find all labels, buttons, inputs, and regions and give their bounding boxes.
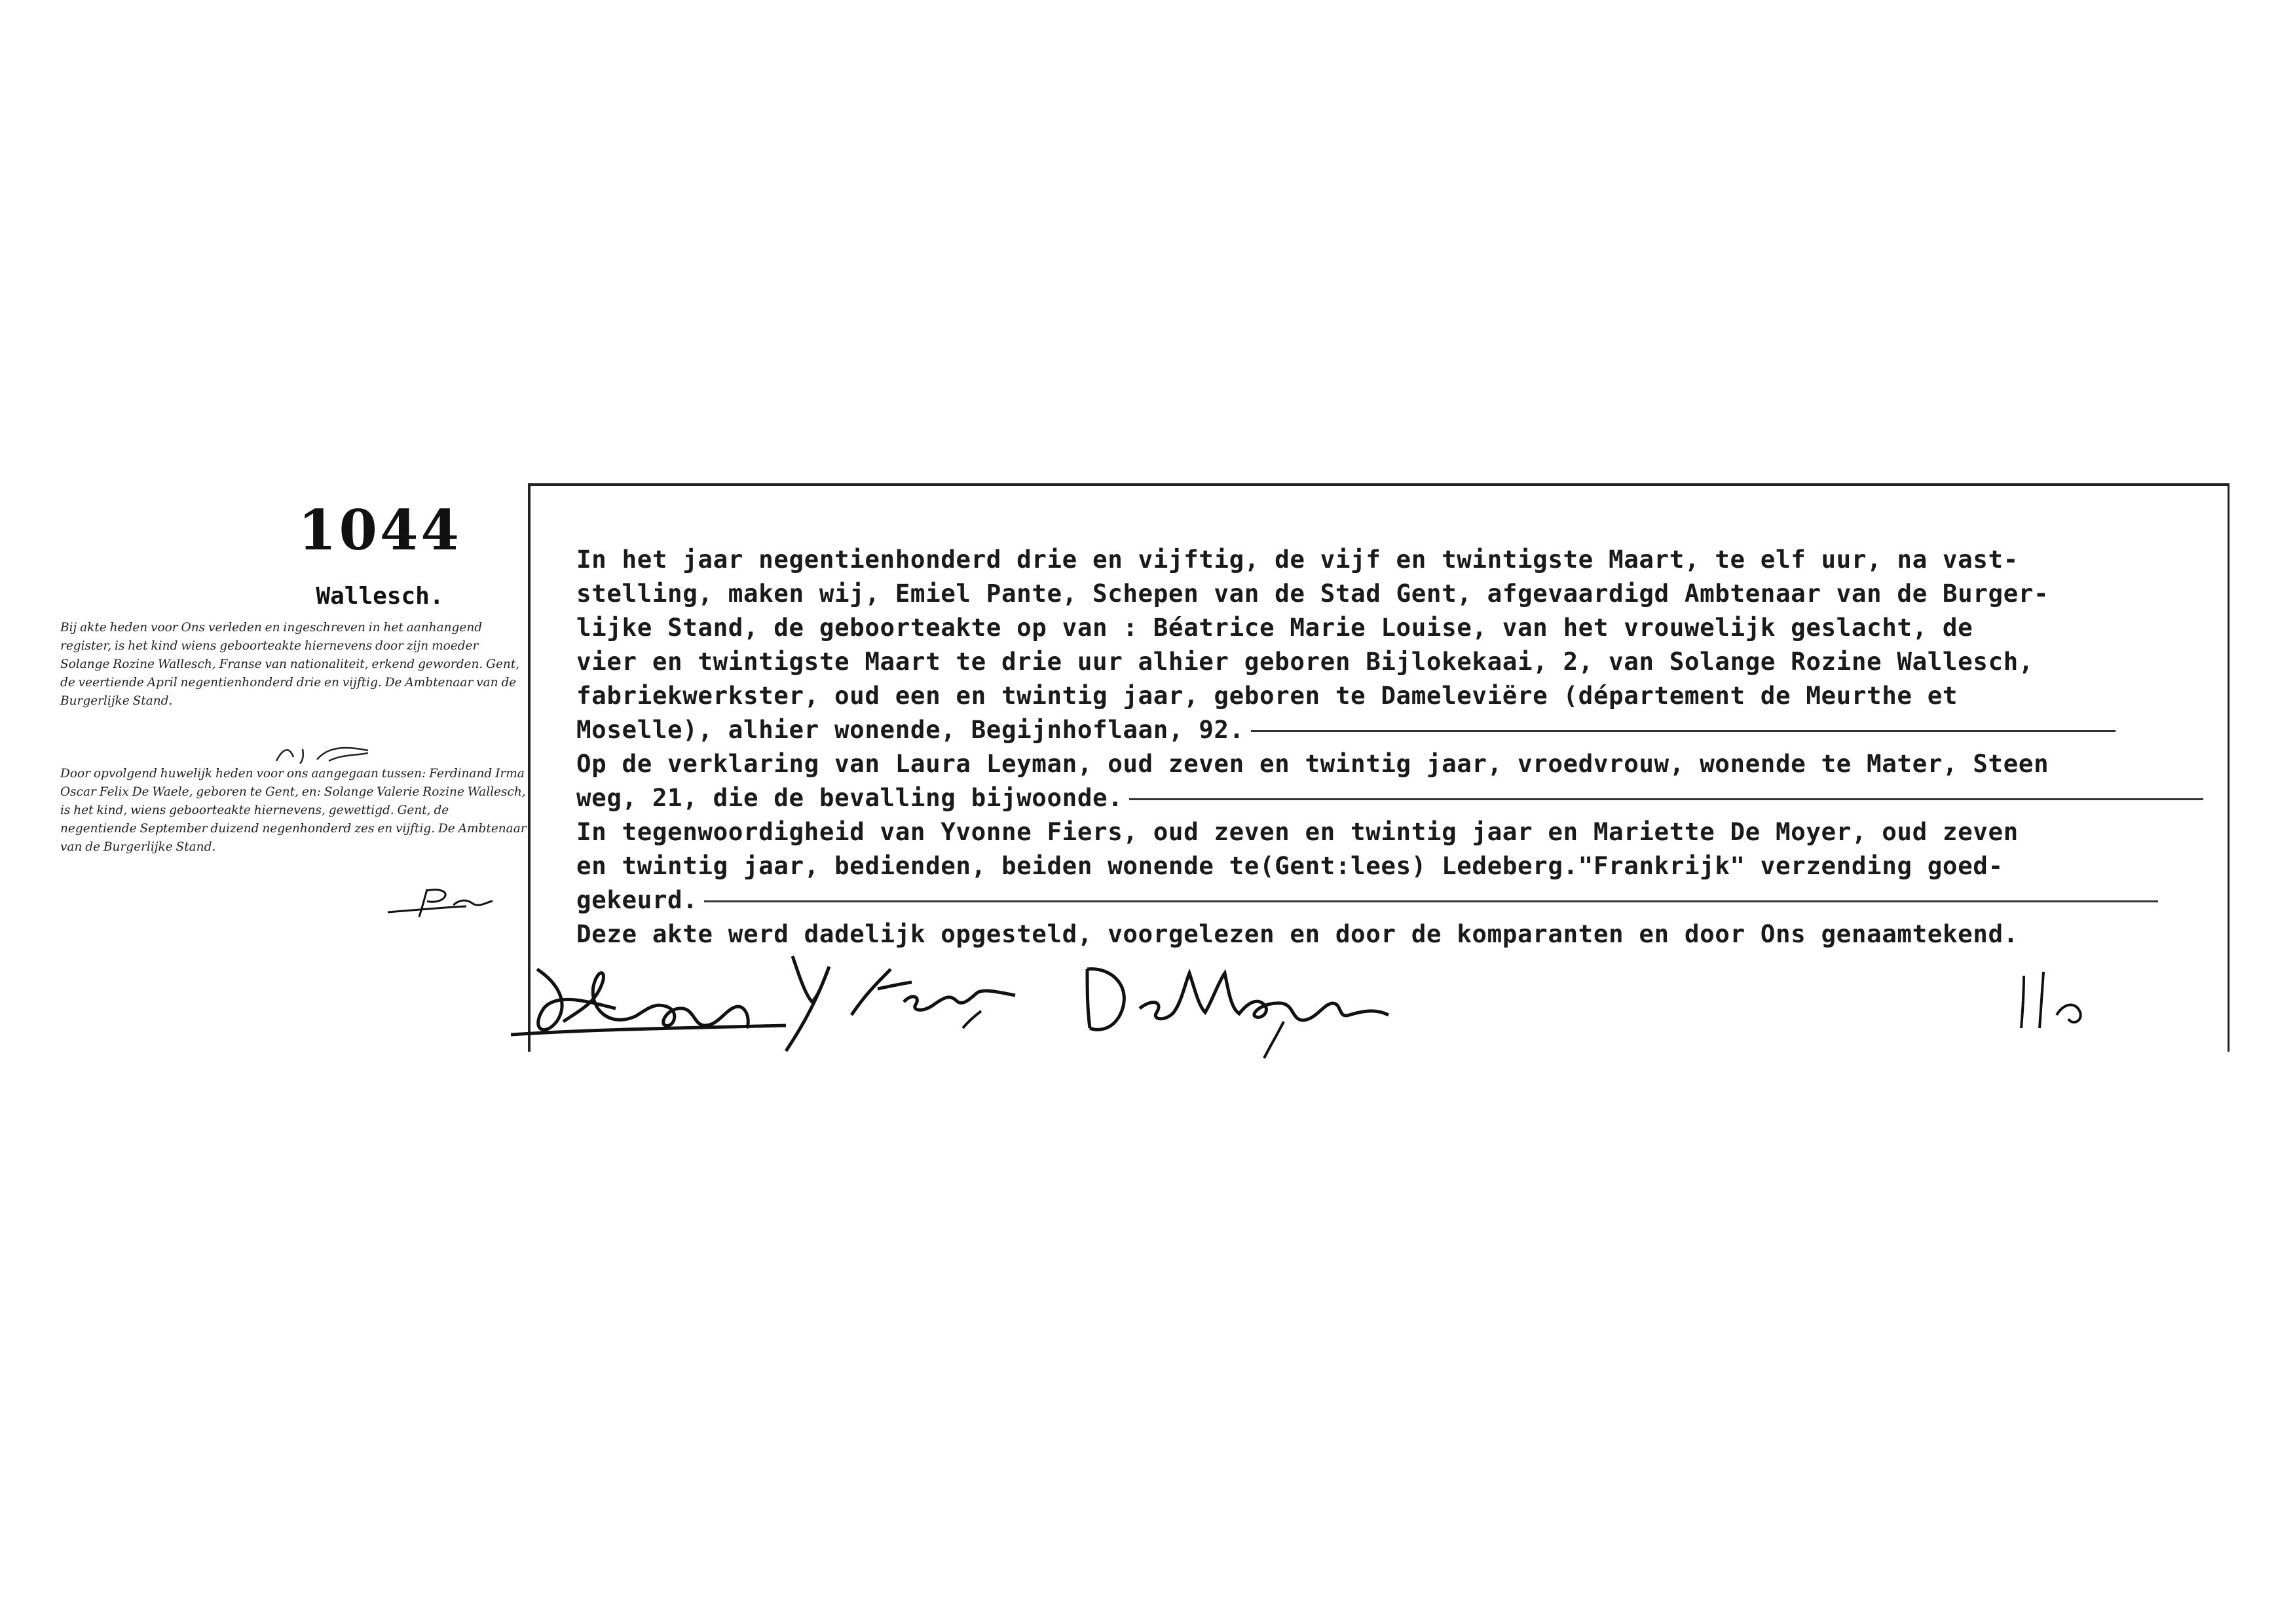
act-line: stelling, maken wij, Emiel Pante, Schepen van de Stad Gent, afgevaardigd Ambtenaar van de Burger- [576,579,2049,608]
signature-leyman [511,969,786,1035]
signature-fiers [786,956,1015,1051]
record-surname: Wallesch. [316,583,444,610]
act-line-with-fill [576,781,2214,815]
margin-note-legitimation: Door opvolgend huwelijk heden voor ons aangegaan tussen: Ferdinand Irma Oscar Felix De Waele, geboren te Gent, en: Solange Valerie Rozine Wallesch, is het kind, wiens geboorteakte hiernevens, gewettigd. Gent, de negentiende September duizend negenhonderd zes en vijftig. De Ambtenaar van de Burgerlijke Stand. [60,767,527,854]
act-line-with-fill [576,883,2214,917]
fill-rule [1251,730,2116,732]
act-line-with-fill [576,712,2214,747]
margin-signature-initials [60,741,527,767]
margin-note-recognition: Bij akte heden voor Ons verleden en ingeschreven in het aanhangend register, is het kind wiens geboorteakte hiernevens door zijn moeder Solange Rozine Wallesch, Franse van nationaliteit, erkend geworden. Gent, de veertiende April negentienhonderd drie en vijftig. De Ambtenaar van de Burgerlijke Stand. [60,621,520,708]
fill-rule [704,900,2158,902]
frame-right-rule [2228,483,2230,1052]
fill-rule [1129,798,2203,800]
margin-signature-registrar [60,883,527,922]
act-line: In tegenwoordigheid van Yvonne Fiers, oud zeven en twintig jaar en Mariette De Moyer, oud zeven [576,817,2019,846]
act-line: In het jaar negentienhonderd drie en vijftig, de vijf en twintigste Maart, te elf uur, na vast- [576,545,2019,574]
act-line-text: Moselle), alhier wonende, Begijnhoflaan, 92. [576,715,1244,744]
act-line: lijke Stand, de geboorteakte op van : Béatrice Marie Louise, van het vrouwelijk geslacht, de [576,613,1973,642]
act-line-text: weg, 21, die de bevalling bijwoonde. [576,783,1123,812]
signature-demoyer [1087,969,1389,1058]
act-line: en twintig jaar, bedienden, beiden wonende te(Gent:lees) Ledeberg."Frankrijk" verzending goed- [576,851,2004,880]
signature-official [2021,972,2081,1028]
signatures-row [511,930,2227,1061]
frame-top-rule [528,483,2230,486]
act-line: Deze akte werd dadelijk opgesteld, voorgelezen en door de komparanten en door Ons genaamtekend. [576,919,2019,948]
act-line: Op de verklaring van Laura Leyman, oud zeven en twintig jaar, vroedvrouw, wonende te Mater, Steen [576,749,2049,778]
record-number: 1044 [298,498,462,563]
act-line-text: gekeurd. [576,885,698,914]
act-line: vier en twintigste Maart te drie uur alhier geboren Bijlokekaai, 2, van Solange Rozine Wallesch, [576,647,2034,676]
act-line: fabriekwerkster, oud een en twintig jaar, geboren te Dameleviëre (département de Meurthe et [576,681,1958,710]
